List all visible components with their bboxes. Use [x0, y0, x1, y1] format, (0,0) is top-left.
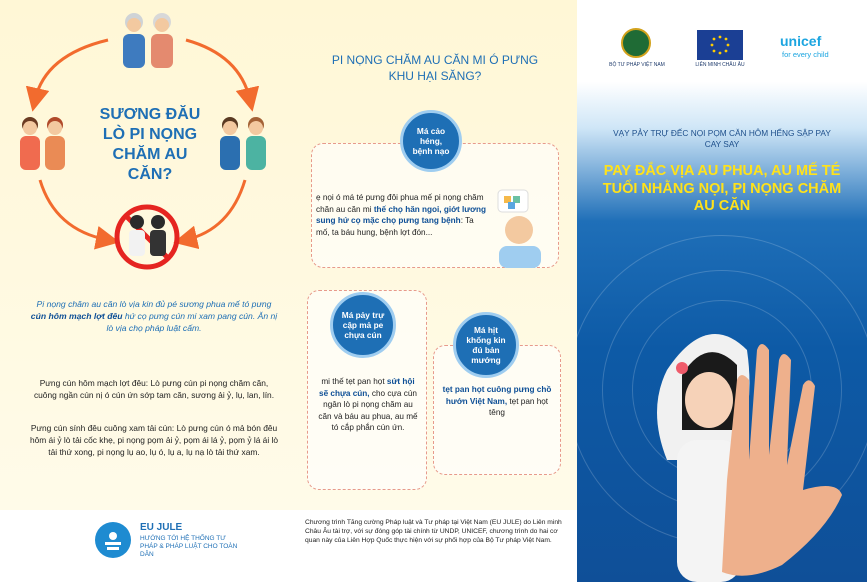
girl-stop-hand-illustration: [607, 290, 867, 582]
sick-child-illustration: [484, 188, 554, 268]
box3-text: [440, 384, 554, 419]
footer-subtitle: HƯỚNG TỚI HỆ THỐNG TƯ PHÁP & PHÁP LUẬT CHO TOÀN DÂN: [140, 535, 238, 558]
program-footnote: Chương trình Tăng cường Pháp luật và Tư pháp tại Việt Nam (EU JULE) do Liên minh Châu Âu tài trợ, với sự đóng góp tài chính từ UNDP, UNICEF, chương trình do hai cơ quan này của Liên Hợp Quốc thực hiện với sự phối hợp của Bộ Tư pháp Việt Nam.: [305, 519, 562, 544]
eu-jule-logo-icon: [95, 522, 131, 558]
panel3-subtitle: VẠY PẢY TRỰ ĐẾC NỌI PỌM CĂN HÔM HẾNG SẬP PAY CAY SAY: [613, 128, 831, 149]
box3-text-bold: tẹt pan họt cuông pưng chồ hướn Việt Nam,: [442, 385, 552, 406]
box1-text-post: : Ta mố, ta báu hung, bệnh lợt đón...: [316, 216, 474, 237]
eu-label: LIÊN MINH CHÂU ÂU: [695, 62, 745, 68]
box2-text-pre: mi thế tẹt pan họt: [321, 377, 387, 386]
definition-paragraph-2: Pưng cún sính đêu cuông xam tải cún: Lò pưng cún ó mả bón đêu hôm ái ỷ lò tải cốc khẹ, pi nọng pọm ải ỷ, pọm ái lá ỷ, pọm ỷ lá ái lò tải thứ xong, pi nọng lụ ao, lụ ó, lụ a, lụ nạ lò tải thứ xam.: [29, 423, 279, 457]
intro-text-post: hứ cọ pưng cún mi xam pang cún. Ăn nị lò vịa chọ pháp luật cấm.: [106, 311, 278, 333]
unicef-logo: unicef: [780, 33, 822, 49]
cycle-arrow-left-bottom: [40, 180, 108, 240]
parents-right-illustration: [220, 117, 266, 170]
definition-paragraph-1: Pưng cún hôm mạch lợt đêu: Lò pưng cún pi nọng chăm căn, cuông ngần cún nị ó cún ứn sớp tam căn, sương ải ỷ, lụ, lan, lín.: [33, 378, 275, 400]
box3-text-post: tẹt pan họt têng: [489, 396, 549, 417]
panel-right: [577, 0, 867, 582]
box1-text-pre: ẹ nọi ó má té pưng đôi phua mế pi nọng chăm chăn au căn mi: [316, 193, 484, 214]
bubble-health: Má cảo héng, bệnh nạo: [400, 110, 462, 172]
unicef-tagline: for every child: [782, 50, 829, 59]
parents-left-illustration: [20, 117, 65, 170]
panel-left: [0, 0, 289, 582]
cycle-arrow-right-bottom: [185, 180, 245, 240]
box2-text-bold: sứt hội sẽ chựa cún,: [319, 377, 415, 398]
box2-text: [316, 376, 420, 434]
moj-label: BỘ TƯ PHÁP VIỆT NAM: [609, 62, 665, 68]
grandparents-illustration: [123, 13, 173, 68]
panel2-title: PI NỌNG CHĂM AU CĂN MI Ó PƯNG KHU HẠI SĂNG?: [331, 53, 539, 83]
intro-text-bold: cún hôm mạch lợt đêu: [30, 311, 123, 321]
intro-text-pre: Pi nọng chăm au căn lò vịa kin đủ pé sương phua mế tó pưng: [36, 299, 272, 309]
box1-text: [316, 192, 486, 238]
box1-text-bold: thế chọ hăn ngoi, giớt lương sung hứ cọ mặc chọ pưng tang bệnh: [316, 204, 486, 225]
cycle-arrow-top-left: [35, 40, 108, 100]
cycle-arrow-top-right: [186, 40, 250, 100]
box2-text-post: cho cựa cún ngân lò pi nọng chăm au căn và báu au phua, au mế tó cắp phắn cún ứn.: [318, 388, 418, 432]
bubble-education: Má pảy trự cập mả pe chựa cún: [330, 292, 396, 358]
footer-brand: EU JULE: [140, 522, 183, 533]
panel3-headline: PAY ĐẮC VỊA AU PHUA, AU MẾ TÉ TUỔI NHẰNG NỌI, PI NỌNG CHĂM AU CĂN: [602, 163, 842, 214]
intro-text: [28, 298, 280, 334]
forbidden-marriage-icon: [117, 207, 177, 267]
ministry-of-justice-logo: [621, 28, 651, 58]
eu-flag-logo: [697, 30, 743, 60]
bubble-law: Má hịt khống kin đú bản mướng: [453, 312, 519, 378]
cycle-title: SƯƠNG ĐĂU LÒ PI NỌNG CHĂM AU CĂN?: [99, 106, 201, 183]
